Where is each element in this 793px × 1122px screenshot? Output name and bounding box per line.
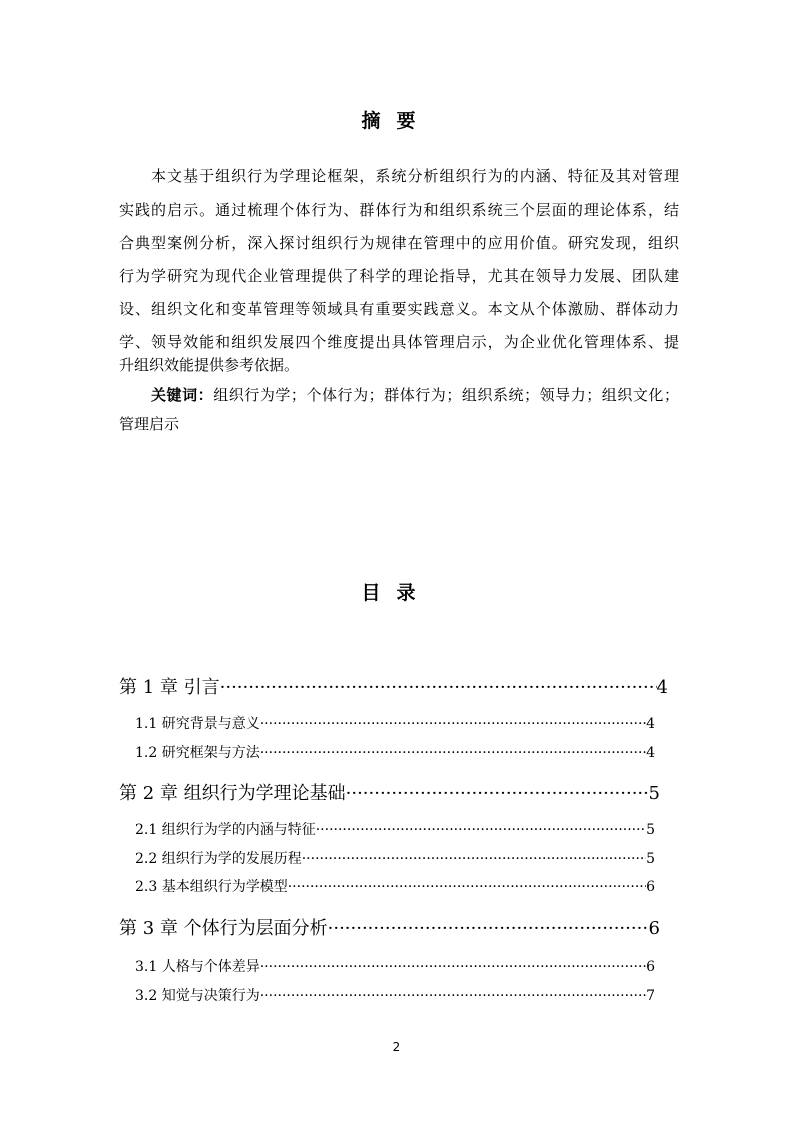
toc-chapter-1[interactable] — [119, 673, 668, 699]
toc-section-label: 1.1 研究背景与意义 — [135, 716, 260, 732]
toc-page-number: 5 — [648, 783, 660, 804]
toc-section-label: 2.2 组织行为学的发展历程 — [135, 851, 302, 867]
toc-leader — [260, 716, 646, 732]
toc-page-number: 6 — [646, 879, 655, 895]
keywords-list: 组织行为学；个体行为；群体行为；组织系统；领导力；组织文化； — [213, 386, 679, 404]
toc-leader — [260, 988, 646, 1004]
toc-page-number: 6 — [646, 959, 655, 975]
toc-section-label: 3.1 人格与个体差异 — [135, 959, 260, 975]
abstract-line-7: 升组织效能提供参考依据。 — [119, 356, 300, 374]
keywords-continuation: 管理启示 — [119, 415, 180, 433]
abstract-line-4: 行为学研究为现代企业管理提供了科学的理论指导，尤其在领导力发展、团队建 — [119, 267, 679, 285]
toc-leader — [260, 959, 646, 975]
toc-chapter-3[interactable] — [119, 914, 660, 940]
toc-section-label: 2.1 组织行为学的内涵与特征 — [135, 822, 316, 838]
toc-section-2-3[interactable] — [135, 876, 655, 896]
toc-section-label: 3.2 知觉与决策行为 — [135, 988, 260, 1004]
toc-page-number: 5 — [646, 851, 655, 867]
abstract-line-1: 本文基于组织行为学理论框架，系统分析组织行为的内涵、特征及其对管理 — [151, 167, 679, 185]
toc-section-1-2[interactable] — [135, 742, 655, 762]
toc-chapter-2[interactable] — [119, 779, 660, 805]
toc-leader — [220, 677, 657, 698]
abstract-title: 摘要 — [361, 110, 432, 132]
toc-section-3-2[interactable] — [135, 985, 655, 1005]
abstract-line-3: 合典型案例分析，深入探讨组织行为规律在管理中的应用价值。研究发现，组织 — [119, 234, 679, 252]
toc-page-number: 5 — [646, 822, 655, 838]
toc-leader — [328, 918, 649, 939]
toc-page-number: 7 — [646, 988, 655, 1004]
toc-page-number: 6 — [648, 918, 660, 939]
toc-leader — [316, 822, 646, 838]
toc-leader — [302, 851, 646, 867]
abstract-line-2: 实践的启示。通过梳理个体行为、群体行为和组织系统三个层面的理论体系，结 — [119, 201, 679, 219]
toc-leader — [346, 783, 649, 804]
toc-chapter-label: 第 1 章 引言 — [119, 677, 220, 698]
abstract-line-5: 设、组织文化和变革管理等领域具有重要实践意义。本文从个体激励、群体动力 — [119, 300, 679, 318]
toc-section-2-1[interactable] — [135, 819, 655, 839]
toc-section-label: 2.3 基本组织行为学模型 — [135, 879, 288, 895]
page-number-footer: 2 — [392, 1040, 401, 1054]
toc-section-1-1[interactable] — [135, 713, 655, 733]
toc-page-number: 4 — [646, 745, 655, 761]
keywords-line — [151, 386, 679, 405]
toc-title: 目录 — [361, 582, 432, 604]
toc-leader — [288, 879, 646, 895]
toc-page-number: 4 — [656, 677, 668, 698]
toc-section-label: 1.2 研究框架与方法 — [135, 745, 260, 761]
toc-chapter-label: 第 3 章 个体行为层面分析 — [119, 918, 328, 939]
toc-leader — [260, 745, 646, 761]
toc-chapter-label: 第 2 章 组织行为学理论基础 — [119, 783, 346, 804]
abstract-line-6: 学、领导效能和组织发展四个维度提出具体管理启示，为企业优化管理体系、提 — [119, 333, 679, 351]
toc-section-2-2[interactable] — [135, 848, 655, 868]
keywords-label: 关键词： — [151, 386, 214, 404]
toc-page-number: 4 — [646, 716, 655, 732]
toc-section-3-1[interactable] — [135, 956, 655, 976]
